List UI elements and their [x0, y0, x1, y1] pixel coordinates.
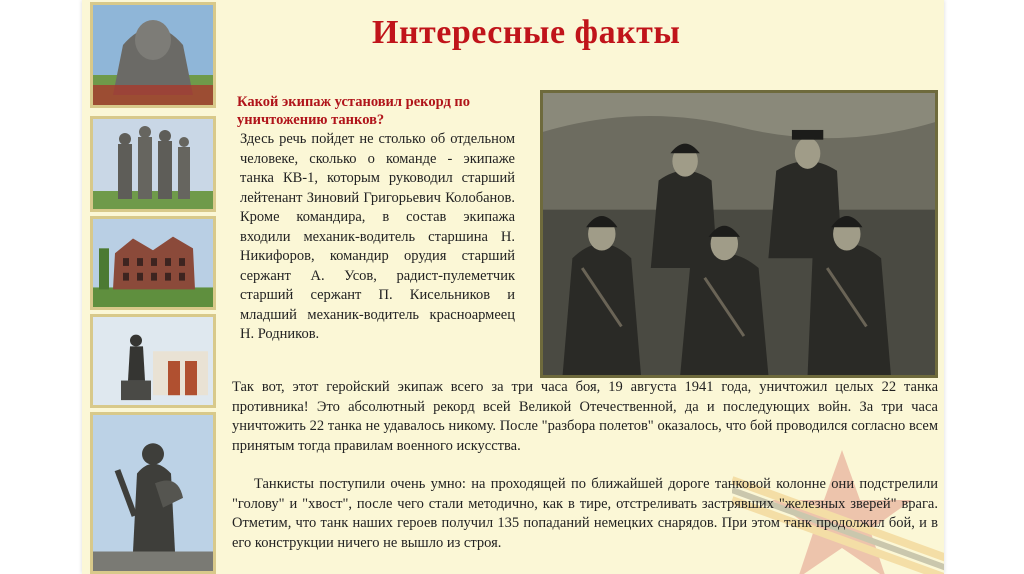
soldiers-monument-image	[90, 116, 216, 212]
ruined-mill-image	[90, 216, 216, 310]
paragraph-record: Так вот, этот геройский экипаж всего за три часа боя, 19 августа 1941 года, уничтожил целых 22 танка противника! Это абсолютный рекорд всей Великой Отечественной, да и последующих войн. За три часа уничтожить 22 танка не удавалось никому. После "разбора полетов" оказалось, что бой проводился согласно всем принятым тогда правилам военного искусства.	[232, 379, 938, 454]
question-heading: Какой экипаж установил рекорд по уничтожению танков?	[237, 94, 471, 128]
paragraph-tactics: Танкисты поступили очень умно: на проходящей по ближайшей дороге танковой колонне они подстрелили "голову" и "хвост", после чего стали методично, как в тире, отстреливать застрявших "железных зверей" врага. Отметим, что танк наших героев получил 135 попаданий немецких снарядов. При этом танк продолжил бой, и в его конструкции ничего не вышло из строя.	[232, 476, 938, 551]
monument-head-image	[90, 2, 216, 108]
slide-title: Интересные факты	[372, 14, 681, 51]
memorial-statue-image	[90, 314, 216, 408]
tank-crew-photo	[540, 90, 938, 378]
paragraph-crew: Здесь речь пойдет не столько об отдельном человеке, сколько о команде - экипаже танка КВ-1, которым руководил старший лейтенант Зиновий Григорьевич Колобанов. Кроме командира, в состав экипажа входили механик-водитель старшина Н. Никифоров, командир орудия старший сержант А. Усов, радист-пулеметчик старший сержант П. Кисельников и младший механик-водитель красноармеец Н. Родников.	[240, 131, 515, 342]
left-image-strip	[82, 0, 222, 574]
slide	[82, 0, 944, 574]
soldier-with-child-statue-image	[90, 412, 216, 574]
